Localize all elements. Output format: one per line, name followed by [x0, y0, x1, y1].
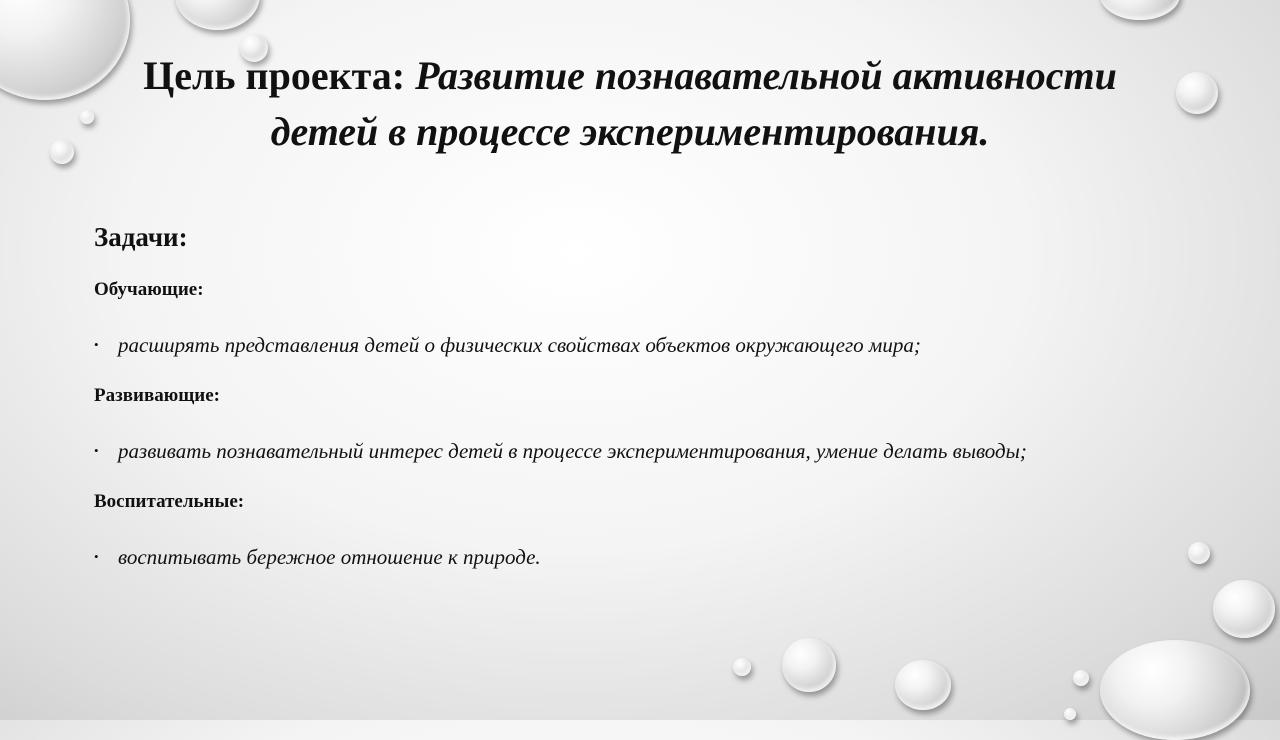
water-drop-decoration: [1188, 542, 1210, 564]
water-drop-decoration: [1064, 708, 1076, 720]
water-drop-decoration: [895, 660, 951, 710]
water-drop-decoration: [50, 140, 74, 164]
bullet-educational: [94, 327, 1164, 363]
water-drop-decoration: [175, 0, 260, 30]
water-drop-decoration: [1176, 72, 1218, 114]
water-drop-decoration: [733, 658, 751, 676]
water-drop-decoration: [782, 638, 836, 692]
water-drop-decoration: [1213, 580, 1275, 638]
water-drop-decoration: [1100, 0, 1180, 20]
bullet-text: воспитывать бережное отношение к природе.: [118, 545, 541, 569]
bullet-text: расширять представления детей о физических свойствах объектов окружающего мира;: [118, 333, 921, 357]
title-prefix: Цель проекта:: [143, 53, 406, 98]
bullet-text: развивать познавательный интерес детей в процессе экспериментирования, умение делать выводы;: [118, 439, 1027, 463]
category-educational: Обучающие:: [94, 279, 204, 300]
water-drop-decoration: [0, 0, 130, 100]
bullet-dot-icon: •: [94, 549, 99, 564]
tasks-section: [94, 222, 1164, 597]
water-drop-decoration: [80, 110, 94, 124]
water-drop-decoration: [1100, 640, 1250, 740]
bullet-upbringing: [94, 539, 1164, 575]
title-emphasis: Развитие познавательной активности детей в процессе экспериментирования.: [270, 53, 1117, 154]
bullet-dot-icon: •: [94, 443, 99, 458]
bullet-dot-icon: •: [94, 337, 99, 352]
slide-title: [120, 48, 1140, 160]
bullet-developmental: [94, 433, 1164, 469]
category-upbringing: Воспитательные:: [94, 491, 245, 512]
tasks-heading: Задачи:: [94, 222, 188, 252]
category-developmental: Развивающие:: [94, 385, 220, 406]
water-drop-decoration: [1073, 670, 1089, 686]
